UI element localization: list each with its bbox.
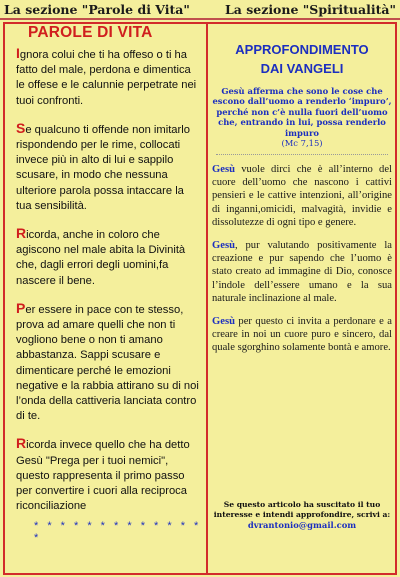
paragraph-text: icorda, anche in coloro che agiscono nel male abita la Divinità che, dagli errori degli uomini,fa nascere il bene. (16, 229, 186, 287)
paragraph-text: icorda invece quello che ha detto Gesù "Prega per i tuoi nemici", questo rappresenta il primo passo per convertire i cuori alla reciproca riconciliazione (16, 439, 190, 513)
right-title (212, 40, 392, 78)
right-title-line-2: DAI VANGELI (260, 61, 344, 76)
gospel-reference: (Mc 7,15) (281, 138, 323, 149)
contact-text: Se questo articolo ha suscitato il tuo interesse e intendi approfondire, scrivi a: (213, 500, 391, 519)
keyword: Gesù (212, 316, 235, 328)
header-right-title: La sezione "Spiritualità" (224, 1, 396, 17)
paragraph-text: gnora colui che ti ha offeso o ti ha fatto del male, perdona e dimentica le offese e le calunnie perpetrate nei tuoi confronti. (16, 49, 197, 107)
drop-cap: R (16, 435, 27, 452)
dotted-separator (216, 154, 388, 155)
commentary-3 (212, 315, 392, 355)
drop-cap: P (16, 299, 26, 316)
paragraph-text: e qualcuno ti offende non imitarlo rispondendo per le rime, collocati invece più in alto di lui e sappilo scusare, in modo che nessuna ulteriore parola possa intaccare la tua sensibilità. (16, 123, 190, 212)
right-title-line-1: APPROFONDIMENTO (235, 42, 369, 57)
paragraph-2 (16, 121, 202, 214)
page-header (0, 0, 400, 20)
commentary-text: , pur valutando positivamente la creazione e pur sapendo che l’uomo è stato creato ad immagine di Dio, conosce l’indole dell’essere umano e la sua naturale inclinazione al male. (212, 240, 392, 304)
keyword: Gesù (212, 240, 235, 252)
column-divider (206, 22, 208, 575)
commentary-text: per questo ci invita a perdonare e a creare in noi un cuore puro e sincero, dal quale sgorghino solamente bontà e amore. (212, 316, 392, 354)
paragraph-5 (16, 436, 202, 514)
paragraph-1 (16, 46, 202, 109)
commentary-text: vuole dirci che è all’interno del cuore dell’uomo che nascono i cattivi pensieri e le cattive intenzioni, all’origine di inganni,omicidi, malvagità, invidie e dissolutezze di ogni tipo e genere. (212, 164, 392, 228)
star-divider: * * * * * * * * * * * * * * (34, 520, 202, 545)
drop-cap: I (16, 45, 20, 61)
keyword: Gesù (212, 164, 235, 176)
paragraph-text: er essere in pace con te stesso, prova ad amare quelli che non ti vogliono bene o non ti amano abbastanza. Sappi scusare e dimenticare perché le emozioni negative e la rabbia attirano su di noi l’onda della cattiveria lanciata contro di te. (16, 303, 199, 423)
gospel-quote: Gesù afferma che sono le cose che escono dall’uomo a renderlo ‘impuro’, perché non c’è nulla fuori dell’uomo che, entrando in lui, possa renderlo impuro (212, 86, 392, 138)
commentary-2 (212, 239, 392, 305)
contact-email-link[interactable]: dvrantonio@gmail.com (247, 520, 357, 530)
right-column (212, 40, 392, 365)
left-column (16, 24, 202, 544)
drop-cap: S (16, 119, 26, 136)
paragraph-4 (16, 301, 202, 425)
left-title: PAROLE DI VITA (28, 24, 153, 41)
drop-cap: R (16, 225, 27, 242)
contact-box (212, 500, 392, 530)
paragraph-3 (16, 226, 202, 289)
commentary-1 (212, 163, 392, 229)
header-left-title: La sezione "Parole di Vita" (4, 1, 190, 17)
